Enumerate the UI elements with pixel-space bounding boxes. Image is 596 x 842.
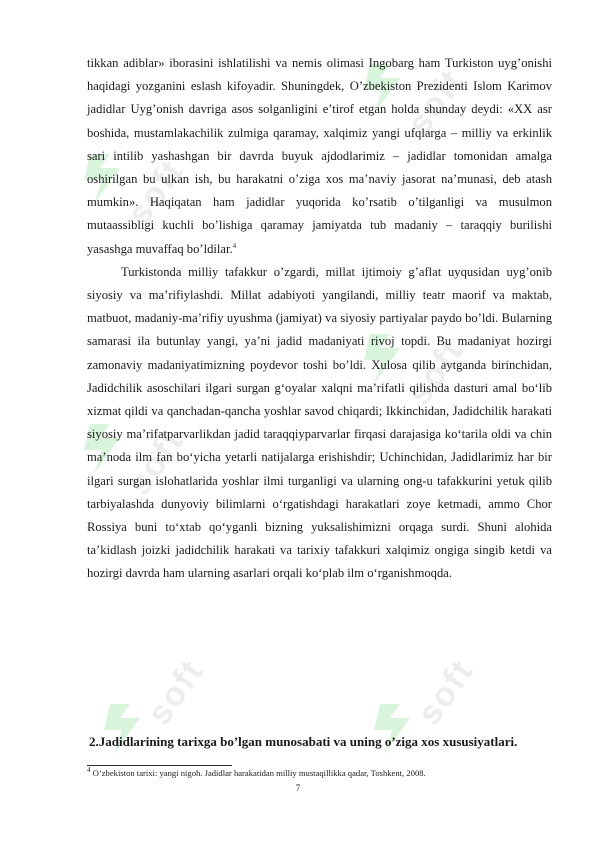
paragraph-1 (87, 52, 552, 261)
footnote (87, 768, 557, 779)
watermark-word: soft (120, 422, 192, 502)
watermark-word: soft (400, 332, 472, 412)
watermark-word: soft (400, 62, 472, 142)
footnote-reference[interactable]: 4 (232, 241, 237, 250)
watermark-word: soft (120, 152, 192, 232)
page-number: 7 (295, 783, 301, 793)
watermark-word: soft (410, 652, 482, 732)
body-text (87, 52, 552, 586)
watermark-word: soft (140, 652, 212, 732)
footnote-text: O’zbekiston tarixi: yangi nigoh. Jadidlar harakatidan milliy mustaqillikka qadar, Toshkent, 2008. (92, 768, 426, 778)
paragraph-1-text: tikkan adiblar» iborasini ishlatilishi va nemis olimasi Ingobarg ham Turkiston uyg’onishi haqidagi yozganini eslash kifoyadir. Shuningdek, O’zbekiston Prezidenti Islom Karimov jadidlar Uyg’onish davriga asos solganligini e’tirof etgan holda shunday deydi: «XX asr boshida, mustamlakachilik zulmiga qaramay, xalqimiz yangi ufqlarga – milliy va erkinlik sari intilib yashashgan bir davrda buyuk ajdodlarimiz – jadidlar tomonidan amalga oshirilgan bu ulkan ish, bu harakatni o’ziga xos ma’naviy jasorat na’munasi, deb atash mumkin». Haqiqatan ham jadidlar yuqorida ko’rsatib o’tilganligi va musulmon mutaassibligi kuchli bo’lishiga qaramay jamiyatda tub madaniy – taraqqiy burilishi yasashga muvaffaq bo’ldilar. (87, 56, 552, 256)
footnote-number: 4 (87, 766, 91, 775)
footnote-divider (87, 765, 232, 766)
section-heading: 2.Jadidlarining tarixga bo’lgan munosabati va uning o’ziga xos xususiyatlari. (89, 734, 518, 749)
paragraph-2: Turkistonda milliy tafakkur o’zgardi, millat ijtimoiy g’aflat uyqusidan uyg’onib siyosiy va ma’rifiylashdi. Millat adabiyoti yangilandi, milliy teatr maorif va maktab, matbuot, madaniy-ma’rifiy uyushma (jamiyat) va siyosiy partiyalar paydo bo’ldi. Bularning samarasi ila butunlay yangi, ya’ni jadid madaniyati rivoj topdi. Bu madaniyat hozirgi zamonaviy madaniyatimizning poydevor toshi bo’ldi. Xulosa qilib aytganda birinchidan, Jadidchilik asoschilari ilgari surgan g‘oyalar xalqni ma’rifatli qilishda dasturi amal bo‘lib xizmat qildi va qanchadan-qancha yoshlar savod chiqardi; Ikkinchidan, Jadidchilik harakati siyosiy ma’rifatparvarlikdan jadid taraqqiyparvarlar firqasi darajasiga ko‘tarila oldi va chin ma’noda ilm fan bo‘yicha yetarli natijalarga erishishdir; Uchinchidan, Jadidlarimiz har bir ilgari surgan islohatlarida yoshlar ilmi turganligi va ularning ong-u tafakkurini yetuk qilib tarbiyalashda dunyoviy bilimlarni o‘rgatishdagi harakatlari zoye ketmadi, ammo Chor Rossiya buni to‘xtab qo‘yganli bizning yuksalishimizni orqaga surdi. Shuni alohida ta’kidlash joizki jadidchilik harakati va tarixiy tafakkuri xalqimiz ongiga singib ketdi va hozirgi davrda ham ularning asarlari orqali ko‘plab ilm o‘rganishmoqda. (87, 264, 552, 581)
